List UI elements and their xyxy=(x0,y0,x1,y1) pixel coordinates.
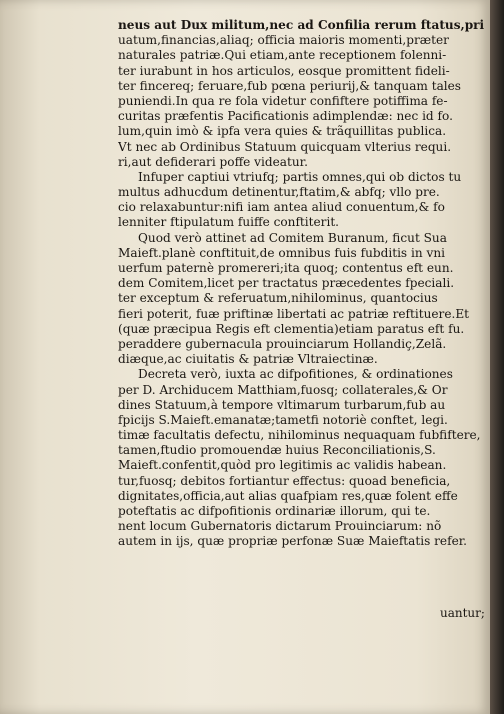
text-line: ter exceptum & referuatum,nihilominus, quantocius xyxy=(118,291,438,306)
body-text xyxy=(118,18,486,550)
text-line: curitas præfentis Pacificationis adimplendæ: nec id fo. xyxy=(118,109,453,124)
text-line: fpicijs S.Maieft.emanatæ;tametfi notoriè conftet, legi. xyxy=(118,412,448,427)
text-line: tur,fuosq; debitos fortiantur effectus: quoad beneficia, xyxy=(118,473,451,488)
text-line: ter fincereq; feruare,fub pœna periurij,& tanquam tales xyxy=(118,78,462,93)
text-line: autem in ijs, quæ propriæ perfonæ Suæ Maieftatis refer. xyxy=(118,534,468,549)
text-line: Maieft.planè conftituit,de omnibus fuis fubditis in vni xyxy=(118,245,445,260)
text-line: naturales patriæ.Qui etiam,ante receptionem folenni- xyxy=(118,48,447,63)
text-line: multus adhucdum detinentur,ftatim,& abfq; vllo pre. xyxy=(118,185,440,200)
text-line: cio relaxabuntur:nifi iam antea aliud conuentum,& fo xyxy=(118,200,445,215)
text-line: uerfum paternè promereri;ita quoq; contentus eft eun. xyxy=(118,261,454,275)
text-line: neus aut Dux militum,nec ad Confilia rerum ftatus,pri xyxy=(118,18,485,32)
text-line: ri,aut defiderari poffe videatur. xyxy=(118,154,308,169)
text-line: timæ facultatis defectu, nihilominus nequaquam fubfiftere, xyxy=(118,428,481,443)
text-line: poteftatis ac difpofitionis ordinariæ illorum, qui te. xyxy=(118,504,431,518)
text-line: (quæ præcipua Regis eft clementia)etiam paratus eft fu. xyxy=(118,321,465,336)
text-line: dem Comitem,licet per tractatus præcedentes fpeciali. xyxy=(118,276,455,291)
text-line: Quod verò attinet ad Comitem Buranum, ficut Sua xyxy=(138,230,447,245)
text-line: Decreta verò, iuxta ac difpofitiones, & ordinationes xyxy=(138,367,453,382)
text-line: dines Statuum,à tempore vltimarum turbarum,fub au xyxy=(118,397,446,412)
text-line: peraddere gubernacula prouinciarum Hollandiç,Zelã. xyxy=(118,336,447,351)
text-line: lum,quin imò & ipfa vera quies & trãquillitas publica. xyxy=(118,124,447,139)
binding-shadow xyxy=(490,0,504,714)
text-line: puniendi.In qua re fola videtur confiftere potiffima fe- xyxy=(118,93,448,108)
text-line: diæque,ac ciuitatis & patriæ Vltraiectinæ. xyxy=(118,352,378,367)
text-line: fieri poterit, fuæ priftinæ libertati ac patriæ reftituere.Et xyxy=(118,306,470,321)
text-line: per D. Archiducem Matthiam,fuosq; collaterales,& Or xyxy=(118,382,448,397)
text-line: ter iurabunt in hos articulos, eosque promittent fideli- xyxy=(118,63,450,78)
text-line: nent locum Gubernatoris dictarum Prouinciarum: nõ xyxy=(118,519,442,534)
text-line: tamen,ftudio promouendæ huius Reconciliationis,S. xyxy=(118,443,436,458)
text-line: dignitates,officia,aut alias quafpiam res,quæ folent effe xyxy=(118,488,458,503)
text-line: uatum,financias,aliaq; officia maioris momenti,præter xyxy=(118,33,449,48)
text-line: Vt nec ab Ordinibus Statuum quicquam vlterius requi. xyxy=(118,139,452,154)
text-line: lenniter ftipulatum fuiffe conftiterit. xyxy=(118,215,340,230)
catchword: uantur; xyxy=(440,606,485,620)
text-line: Maieft.confentit,quòd pro legitimis ac validis habean. xyxy=(118,458,447,473)
text-line: Infuper captiui vtriufq; partis omnes,qui ob dictos tu xyxy=(138,169,462,184)
